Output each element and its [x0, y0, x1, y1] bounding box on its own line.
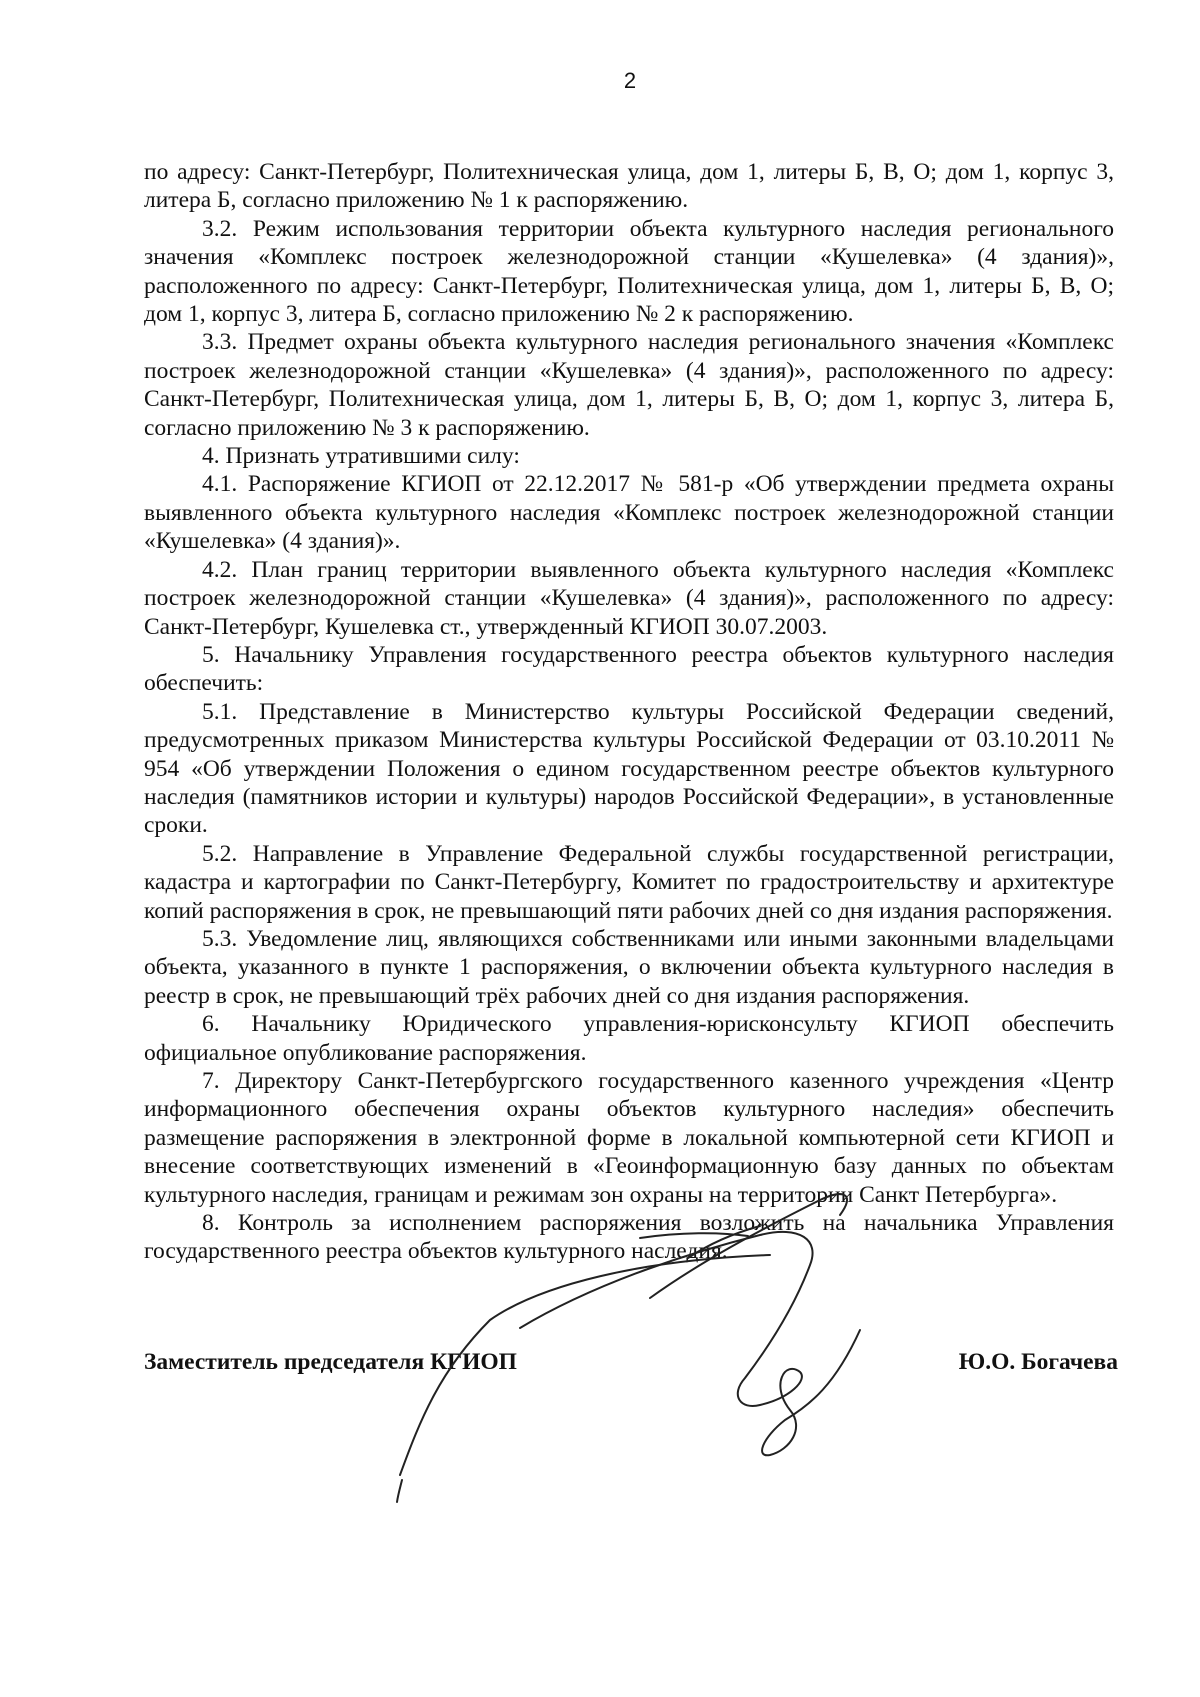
signatory-name: Ю.О. Богачева [958, 1349, 1118, 1375]
paragraph: 4.2. План границ территории выявленного объекта культурного наследия «Комплекс построек железнодорожной станции «Кушелевка» (4 здания)», расположенного по адресу: Санкт-Петербург, Кушелевка ст., утвержденный КГИОП 30.07.2003. [144, 556, 1114, 640]
paragraph: 3.3. Предмет охраны объекта культурного наследия регионального значения «Комплекс построек железнодорожной станции «Кушелевка» (4 здания)», расположенного по адресу: Санкт-Петербург, Политехническая улица, дом 1, литеры Б, В, О; дом 1, корпус 3, литера Б, согласно приложению № 3 к распоряжению. [144, 329, 1114, 441]
paragraph: 3.2. Режим использования территории объекта культурного наследия регионального значения «Комплекс построек железнодорожной станции «Кушелевка» (4 здания)», расположенного по адресу: Санкт-Петербург, Политехническая улица, дом 1, литеры Б, В, О; дом 1, корпус 3, литера Б, согласно приложению № 2 к распоряжению. [144, 215, 1114, 328]
paragraph: 4.1. Распоряжение КГИОП от 22.12.2017 № 581-р «Об утверждении предмета охраны выявленного объекта культурного наследия «Комплекс построек железнодорожной станции «Кушелевка» (4 здания)». [144, 471, 1114, 555]
paragraph: 4. Признать утратившими силу: [202, 443, 520, 470]
paragraph: по адресу: Санкт-Петербург, Политехническая улица, дом 1, литеры Б, В, О; дом 1, корпус 3, литера Б, согласно приложению № 1 к распоряжению. [144, 159, 1114, 214]
paragraph: 7. Директору Санкт-Петербургского государственного казенного учреждения «Центр информационного обеспечения охраны объектов культурного наследия» обеспечить размещение распоряжения в электронной форме в локальной компьютерной сети КГИОП и внесение соответствующих изменений в «Геоинформационную базу данных по объектам культурного наследия, границам и режимам зон охраны на территории Санкт Петербурга». [144, 1068, 1114, 1208]
paragraph: 5.2. Направление в Управление Федеральной службы государственной регистрации, кадастра и картографии по Санкт-Петербургу, Комитет по градостроительству и архитектуре копий распоряжения в срок, не превышающий пяти рабочих дней со дня издания распоряжения. [144, 840, 1114, 924]
paragraph: 5.1. Представление в Министерство культуры Российской Федерации сведений, предусмотренных приказом Министерства культуры Российской Федерации от 03.10.2011 № 954 «Об утверждении Положения о едином государственном реестре объектов культурного наследия (памятников истории и культуры) народов Российской Федерации», в установленные сроки. [144, 698, 1114, 839]
paragraph: 6. Начальнику Юридического управления-юрисконсульту КГИОП обеспечить официальное опубликование распоряжения. [144, 1011, 1114, 1066]
paragraph: 5.3. Уведомление лиц, являющихся собственниками или иными законными владельцами объекта, указанного в пункте 1 распоряжения, о включении объекта культурного наследия в реестр в срок, не превышающий трёх рабочих дней со дня издания распоряжения. [144, 925, 1114, 1009]
document-body [144, 158, 1114, 1266]
paragraph: 8. Контроль за исполнением распоряжения возложить на начальника Управления государственного реестра объектов культурного наследия. [144, 1210, 1114, 1265]
page-number: 2 [623, 68, 637, 93]
signatory-position: Заместитель председателя КГИОП [144, 1349, 517, 1375]
paragraph: 5. Начальнику Управления государственного реестра объектов культурного наследия обеспечить: [144, 641, 1114, 697]
